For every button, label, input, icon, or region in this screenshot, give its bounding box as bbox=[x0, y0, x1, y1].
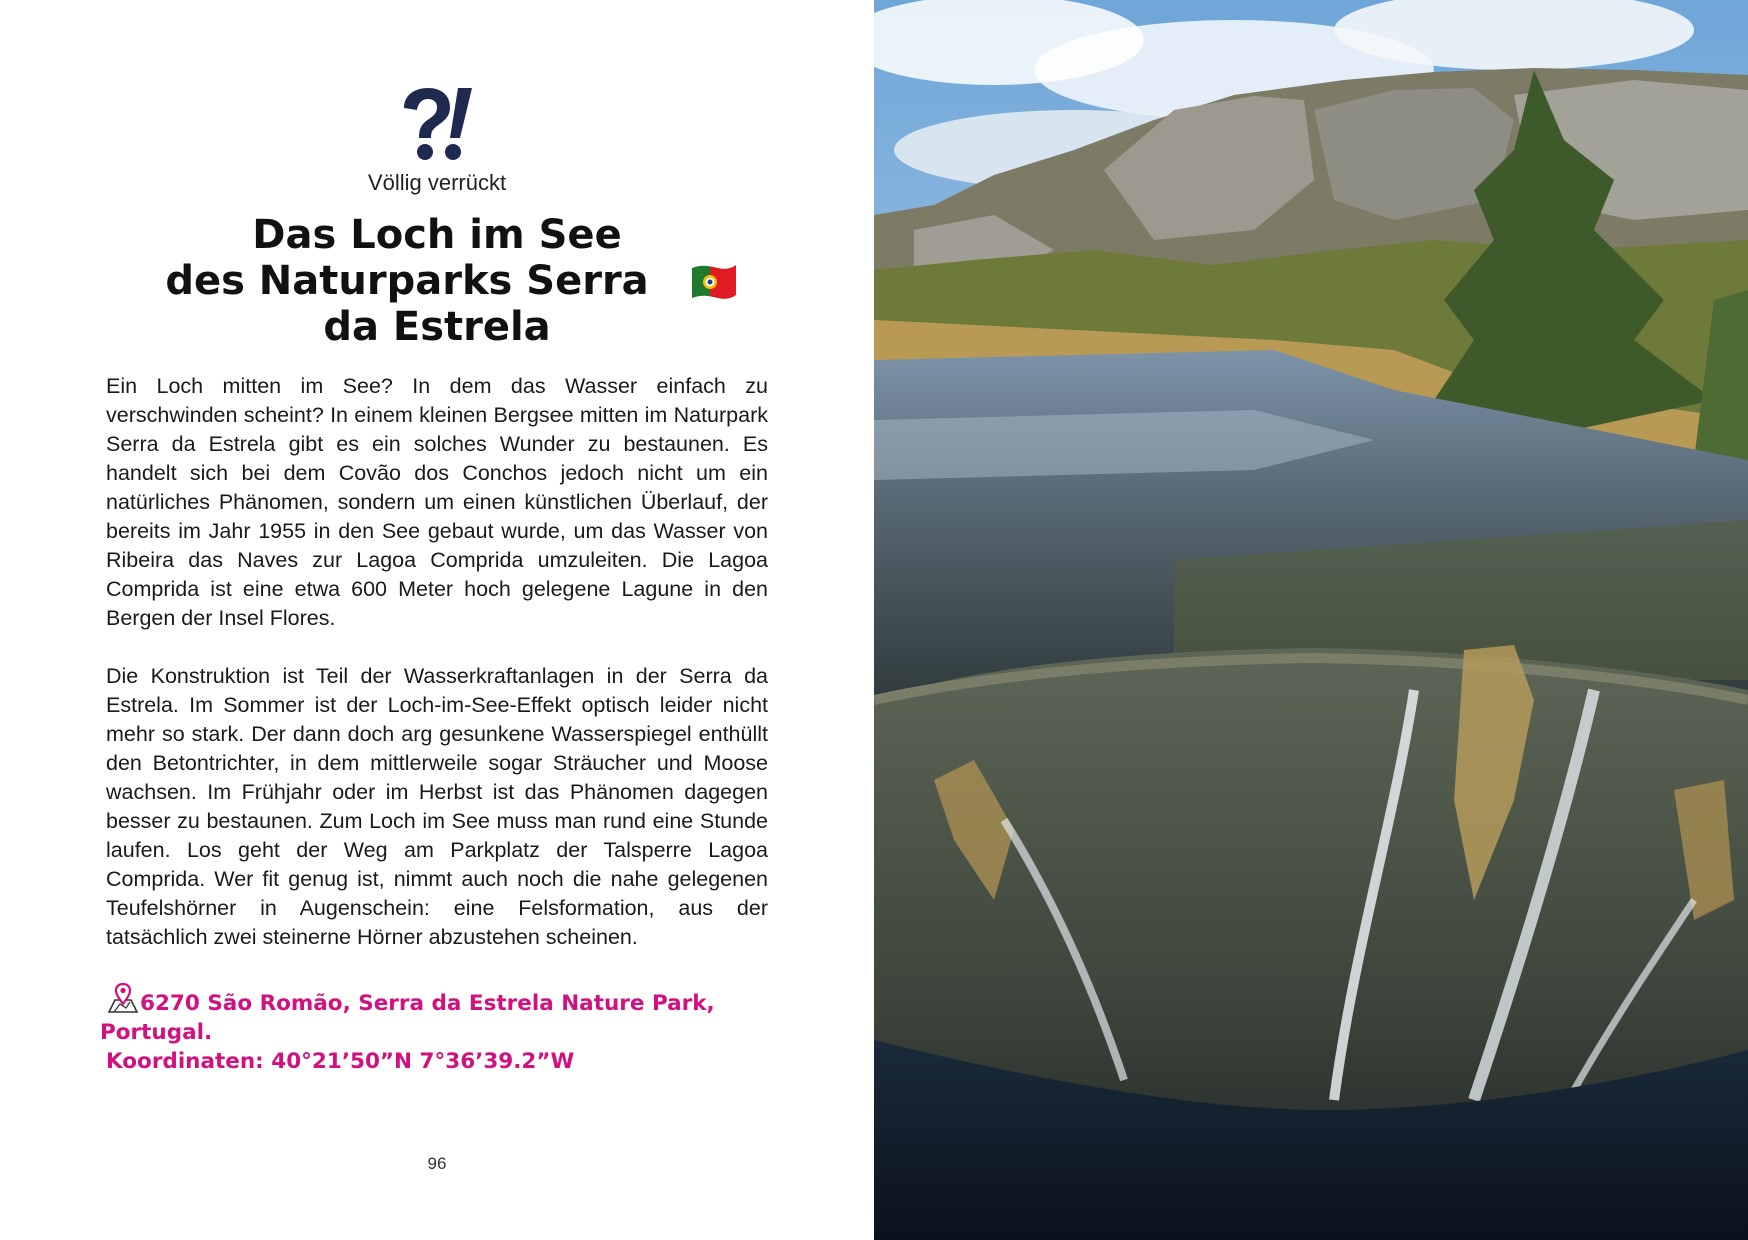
title-line-3: da Estrela bbox=[323, 304, 551, 350]
title-line-1: Das Loch im See bbox=[252, 212, 622, 258]
map-pin-icon bbox=[106, 982, 140, 1014]
paragraph-1: Ein Loch mitten im See? In dem das Wasser einfach zu verschwinden scheint? In einem kleinen Bergsee mitten im Naturpark Serra da Estrela gibt es ein solches Wunder zu bestaunen. Es handelt sich bei dem Covão dos Conchos jedoch nicht um ein natürliches Phänomen, sondern um einen künstlichen Überlauf, der bereits im Jahr 1955 in den See gebaut wurde, um das Wasser von Ribeira das Naves zur Lagoa Comprida umzuleiten. Die Lagoa Comprida ist eine etwa 600 Meter hoch gelegene Lagune in den Bergen der Insel Flores. bbox=[106, 374, 768, 630]
address-line-2: Koordinaten: 40°21’50”N 7°36’39.2”W bbox=[106, 1049, 575, 1074]
address-block bbox=[100, 982, 786, 1076]
page-number: 96 bbox=[427, 1154, 447, 1173]
paragraph-2: Die Konstruktion ist Teil der Wasserkraftanlagen in der Serra da Estrela. Im Sommer ist der Loch-im-See-Effekt optisch leider nicht mehr so stark. Der dann doch arg gesunkene Wasserspiegel enthüllt den Betontrichter, in dem mittlerweile sogar Sträucher und Moose wachsen. Im Frühjahr oder im Herbst ist das Phänomen dagegen besser zu bestaunen. Zum Loch im See muss man rund eine Stunde laufen. Los geht der Weg am Parkplatz der Talsperre Lagoa Comprida. Wer fit genug ist, nimmt auch noch die nahe gelegenen Teufelshörner in Augenschein: eine Felsformation, aus der tatsächlich zwei steinerne Hörner abzustehen scheinen. bbox=[106, 664, 768, 949]
category-label: Völlig verrückt bbox=[367, 170, 507, 195]
article-body bbox=[106, 372, 768, 981]
address-line-1: 6270 São Romão, Serra da Estrela Nature Park, Portugal. bbox=[100, 982, 786, 1047]
lake-drain-photo bbox=[874, 0, 1748, 1240]
page-title bbox=[0, 212, 874, 350]
title-line-2: des Naturparks Serra bbox=[165, 258, 649, 304]
interrobang-icon bbox=[398, 86, 474, 166]
portugal-flag-icon bbox=[690, 262, 738, 302]
